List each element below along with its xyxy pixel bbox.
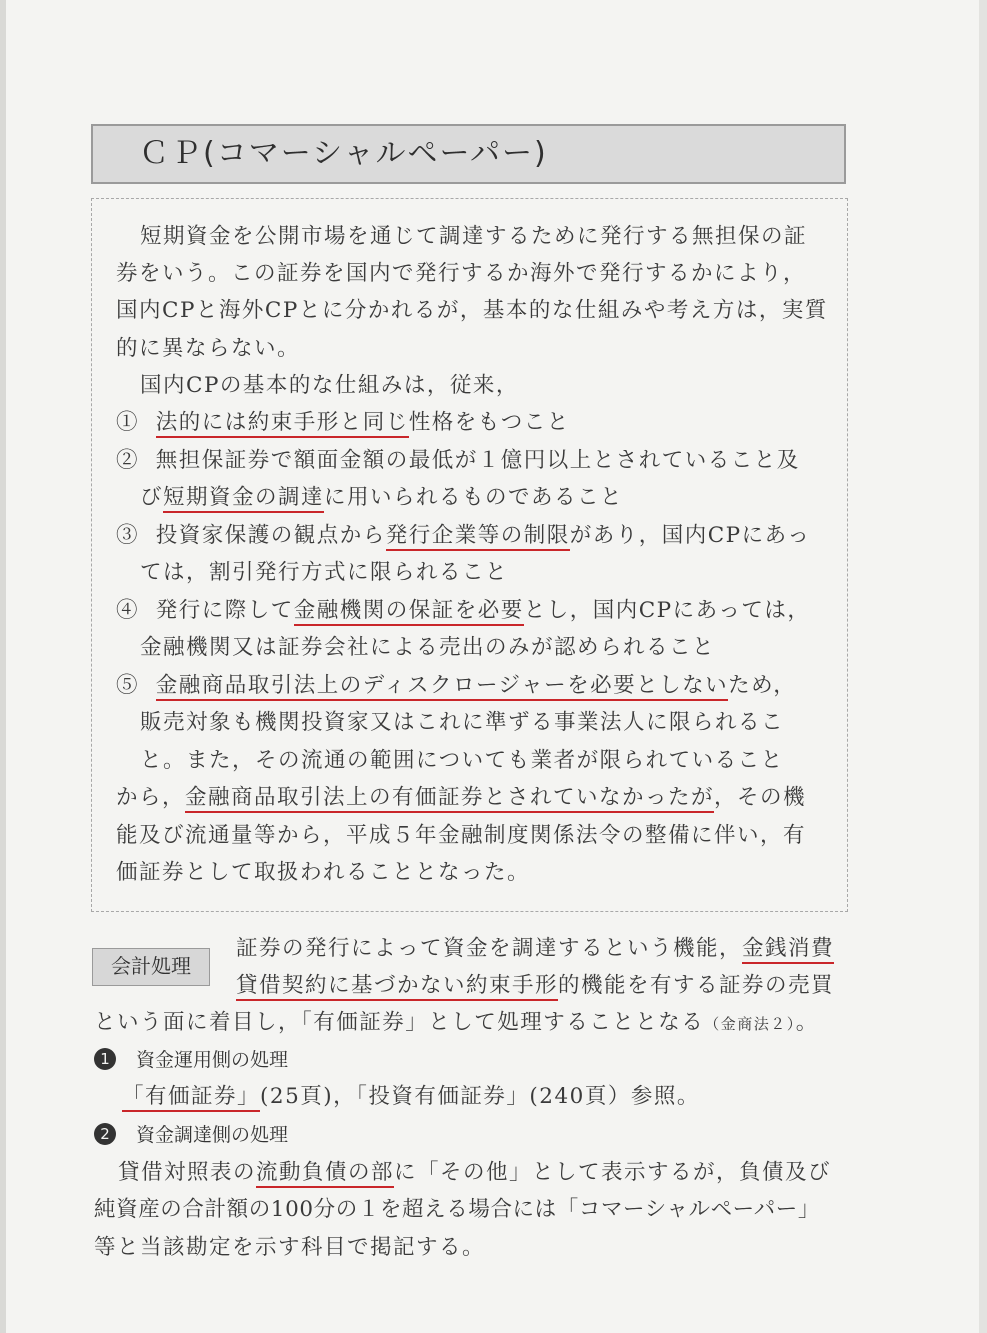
underlined-phrase: 貸借契約に基づかない約束手形	[236, 973, 558, 1001]
list-text: 性格をもつこと	[408, 410, 570, 435]
list-number: ①	[116, 410, 140, 435]
list-item-5-cont	[116, 783, 806, 813]
list-item-3	[116, 521, 810, 551]
list-item-4-cont: 金融機関又は証券会社による売出のみが認められること	[140, 635, 716, 660]
box-paragraph-line: 短期資金を公開市場を通じて調達するために発行する無担保の証	[140, 224, 808, 249]
list-item-2-cont	[140, 483, 623, 513]
accounting-badge: 会計処理	[92, 948, 210, 986]
accounting-text: 的機能を有する証券の売買	[558, 973, 835, 998]
underlined-phrase: 法的には約束手形と同じ	[156, 410, 409, 438]
list-item-5-cont: と。また，その流通の範囲についても業者が限られていること	[140, 748, 784, 773]
list-number: ④	[116, 598, 140, 623]
list-text: から，	[116, 785, 186, 810]
accounting-text: 。	[795, 1010, 819, 1035]
underlined-phrase: 短期資金の調達	[163, 485, 324, 513]
list-text: があり，国内CPにあっ	[569, 523, 811, 548]
issuer-side-line	[118, 1158, 831, 1188]
list-item-5	[116, 671, 796, 701]
issuer-side-line: 等と当該勘定を示す科目で掲記する。	[94, 1235, 486, 1260]
list-text: 無担保証券で額面金額の最低が１億円以上とされていること及	[155, 448, 800, 473]
investor-side-line	[122, 1082, 700, 1112]
list-item-2	[116, 446, 800, 476]
accounting-text: 証券の発行によって資金を調達するという機能，	[236, 936, 743, 961]
box-paragraph-line: 国内CPと海外CPとに分かれるが，基本的な仕組みや考え方は，実質	[116, 298, 828, 323]
underlined-phrase: 金銭消費	[742, 936, 834, 964]
heading-text: 資金調達側の処理	[136, 1124, 289, 1146]
list-item-3-cont: ては，割引発行方式に限られること	[140, 560, 509, 585]
accounting-line	[94, 1008, 819, 1039]
underlined-phrase: 金融商品取引法上のディスクロージャーを必要としない	[156, 673, 728, 701]
law-reference: （金商法２）	[704, 1015, 796, 1033]
underlined-phrase: 金融商品取引法上の有価証券とされていなかったが	[185, 785, 714, 813]
list-item-1	[116, 408, 570, 438]
list-item-4	[116, 596, 810, 626]
underlined-phrase: 発行企業等の制限	[386, 523, 570, 551]
underlined-phrase: 金融機関の保証を必要	[294, 598, 524, 626]
issuer-text: 貸借対照表の	[118, 1160, 257, 1185]
list-text: 投資家保護の観点から	[155, 523, 386, 548]
accounting-line	[236, 971, 834, 1001]
heading-text: 資金運用側の処理	[136, 1049, 289, 1071]
box-paragraph-line: 国内CPの基本的な仕組みは，従来，	[140, 373, 519, 398]
list-text: ，その機	[714, 785, 807, 810]
box-paragraph-line: 的に異ならない。	[116, 336, 301, 361]
list-text: び	[140, 485, 164, 510]
list-text: ため，	[728, 673, 797, 698]
section-title: ＣＰ(コマーシャルペーパー)	[91, 124, 846, 184]
accounting-text: という面に着目し，「有価証券」として処理することとなる	[94, 1010, 705, 1035]
heading-investor-side	[94, 1046, 288, 1074]
list-item-5-cont: 販売対象も機関投資家又はこれに準ずる事業法人に限られるこ	[140, 710, 785, 735]
underlined-phrase: 流動負債の部	[256, 1160, 394, 1188]
heading-issuer-side	[94, 1121, 288, 1149]
list-text: とし，国内CPにあっては，	[523, 598, 811, 623]
list-number: ⑤	[116, 673, 140, 698]
box-paragraph-line: 券をいう。この証券を国内で発行するか海外で発行するかにより，	[116, 261, 807, 286]
list-item-5-cont: 能及び流通量等から，平成５年金融制度関係法令の整備に伴い，有	[116, 823, 807, 848]
investor-text: (25頁)，「投資有価証券」(240頁）参照。	[260, 1084, 700, 1109]
underlined-phrase: 「有価証券」	[122, 1084, 260, 1112]
list-number: ②	[116, 448, 140, 473]
accounting-line	[236, 934, 834, 964]
issuer-side-line: 純資産の合計額の100分の１を超える場合には「コマーシャルペーパー」	[94, 1197, 821, 1222]
list-text: 発行に際して	[155, 598, 294, 623]
number-1-icon: 1	[94, 1048, 116, 1070]
list-item-5-cont: 価証券として取扱われることとなった。	[116, 860, 531, 885]
number-2-icon: 2	[94, 1123, 116, 1145]
list-number: ③	[116, 523, 140, 548]
list-text: に用いられるものであること	[324, 485, 624, 510]
issuer-text: に「その他」として表示するが，負債及び	[394, 1160, 832, 1185]
